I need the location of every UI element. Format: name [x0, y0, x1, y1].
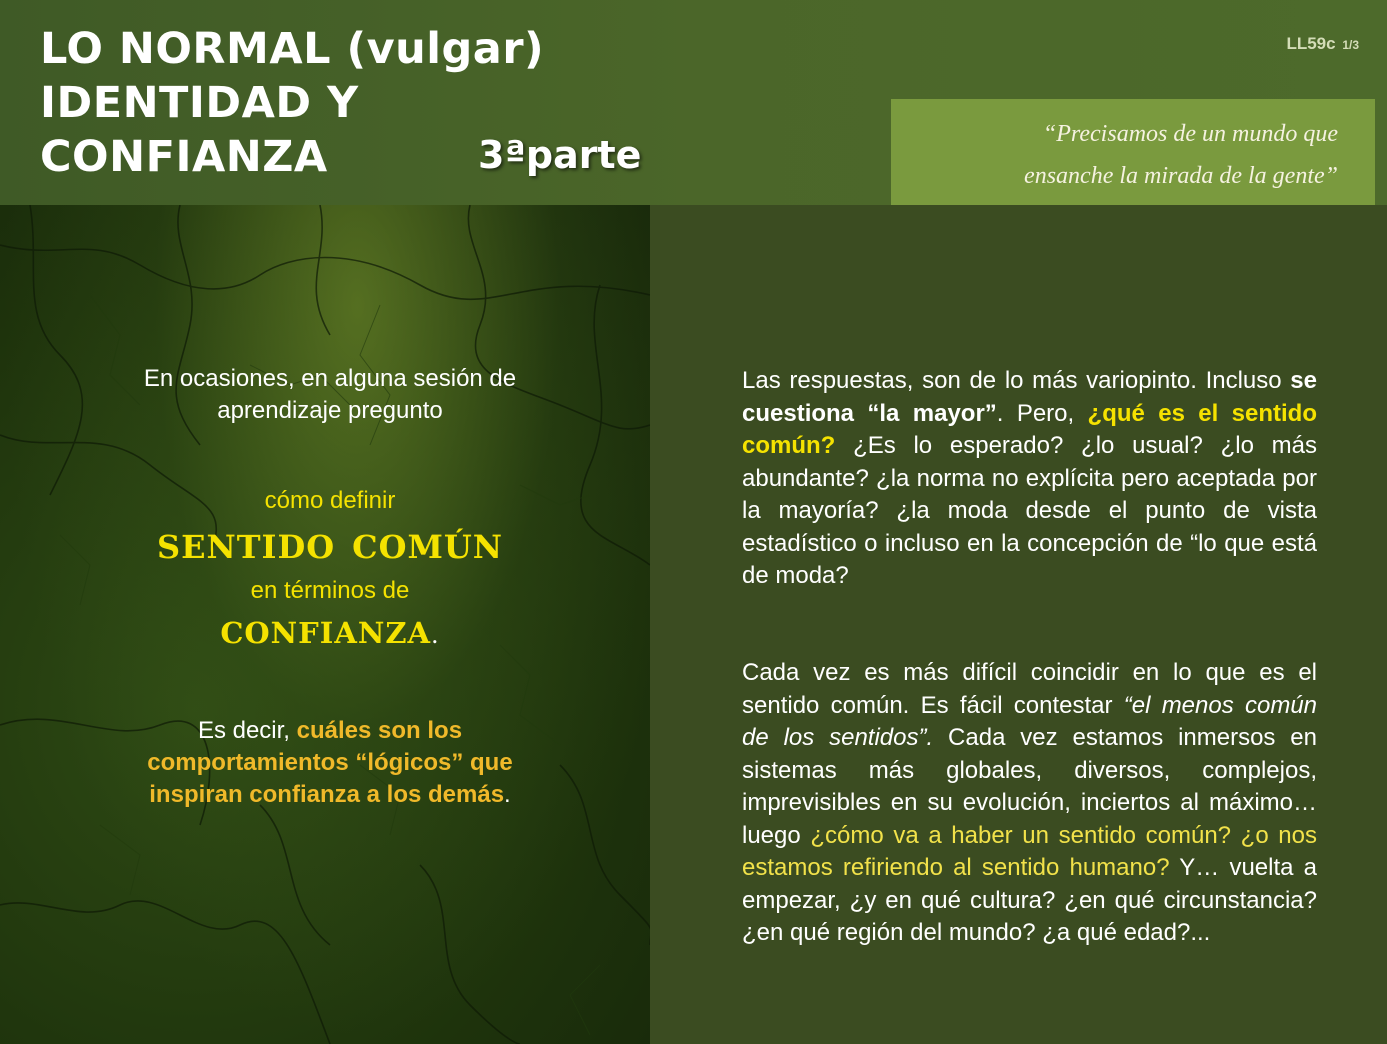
page-title — [40, 22, 544, 184]
header-bar — [0, 0, 1387, 205]
p2-part-e: Y… vuelta a empezar, ¿y en qué cultura? ¿en qué circunstancia? ¿en qué región del mundo? ¿a qué edad?... — [742, 854, 1318, 946]
p1-part-a: Las respuestas, son de lo más variopinto. Incluso — [742, 367, 1291, 394]
confianza-word: confianza — [220, 604, 432, 653]
en-terminos-text: en términos de — [250, 577, 410, 604]
highlight-line-2: comportamientos “lógicos” que — [147, 749, 513, 776]
paragraph-1 — [742, 365, 1317, 593]
confianza-dot: . — [431, 621, 440, 649]
page-code-label: LL59c — [1286, 34, 1336, 53]
p1-part-c: . Pero, — [996, 399, 1088, 427]
p1-bold-mayor: se cuestiona “la mayor” — [742, 367, 1317, 427]
title-line-2: IDENTIDAD Y — [40, 78, 359, 128]
title-line-3: CONFIANZA — [40, 132, 328, 182]
quote-line-2: ensanche la mirada de la gente” — [1024, 163, 1338, 189]
p2-italic-quote: “el menos común de los sentidos”. — [742, 691, 1318, 751]
sentido-comun-heading: sentido común — [156, 515, 504, 569]
intro-text — [40, 363, 620, 427]
p2-part-c: Cada vez estamos inmersos en sistemas más globales, diversos, complejos, imprevisibles en su evolución, inciertos al máximo… luego — [742, 724, 1317, 849]
part-label: 3ªparte — [478, 133, 642, 177]
page-fraction: 1/3 — [1342, 38, 1359, 52]
intro-line-2: aprendizaje pregunto — [217, 397, 443, 424]
title-line-1: LO NORMAL (vulgar) — [40, 24, 545, 74]
p2-question-highlight: ¿cómo va a haber un sentido común? ¿o nos estamos refiriendo al sentido humano? — [742, 821, 1317, 881]
quote-text — [921, 113, 1338, 197]
es-decir-lead: Es decir, — [197, 717, 297, 744]
como-definir-text: cómo definir — [264, 487, 396, 514]
end-dot: . — [504, 781, 511, 808]
p2-part-a: Cada vez es más difícil coincidir en lo que es el sentido común. Es fácil contestar — [742, 659, 1317, 719]
quote-line-1: “Precisamos de un mundo que — [1042, 121, 1338, 147]
p1-question-highlight: ¿qué es el sentido común? — [742, 399, 1317, 459]
paragraph-2 — [742, 657, 1317, 950]
highlight-line-3: inspiran confianza a los demás — [149, 781, 505, 808]
confianza-heading — [40, 605, 620, 659]
intro-line-1: En ocasiones, en alguna sesión de — [143, 365, 517, 392]
highlight-line-1: cuáles son los — [296, 717, 463, 744]
left-textured-panel — [0, 205, 650, 1044]
p1-part-e: ¿Es lo esperado? ¿lo usual? ¿lo más abundante? ¿la norma no explícita pero aceptada por la mayoría? ¿la moda desde el punto de vista estadístico o incluso en la concepción de “lo que está de moda? — [742, 432, 1317, 589]
es-decir-text — [40, 715, 620, 811]
page-code — [1286, 34, 1359, 54]
